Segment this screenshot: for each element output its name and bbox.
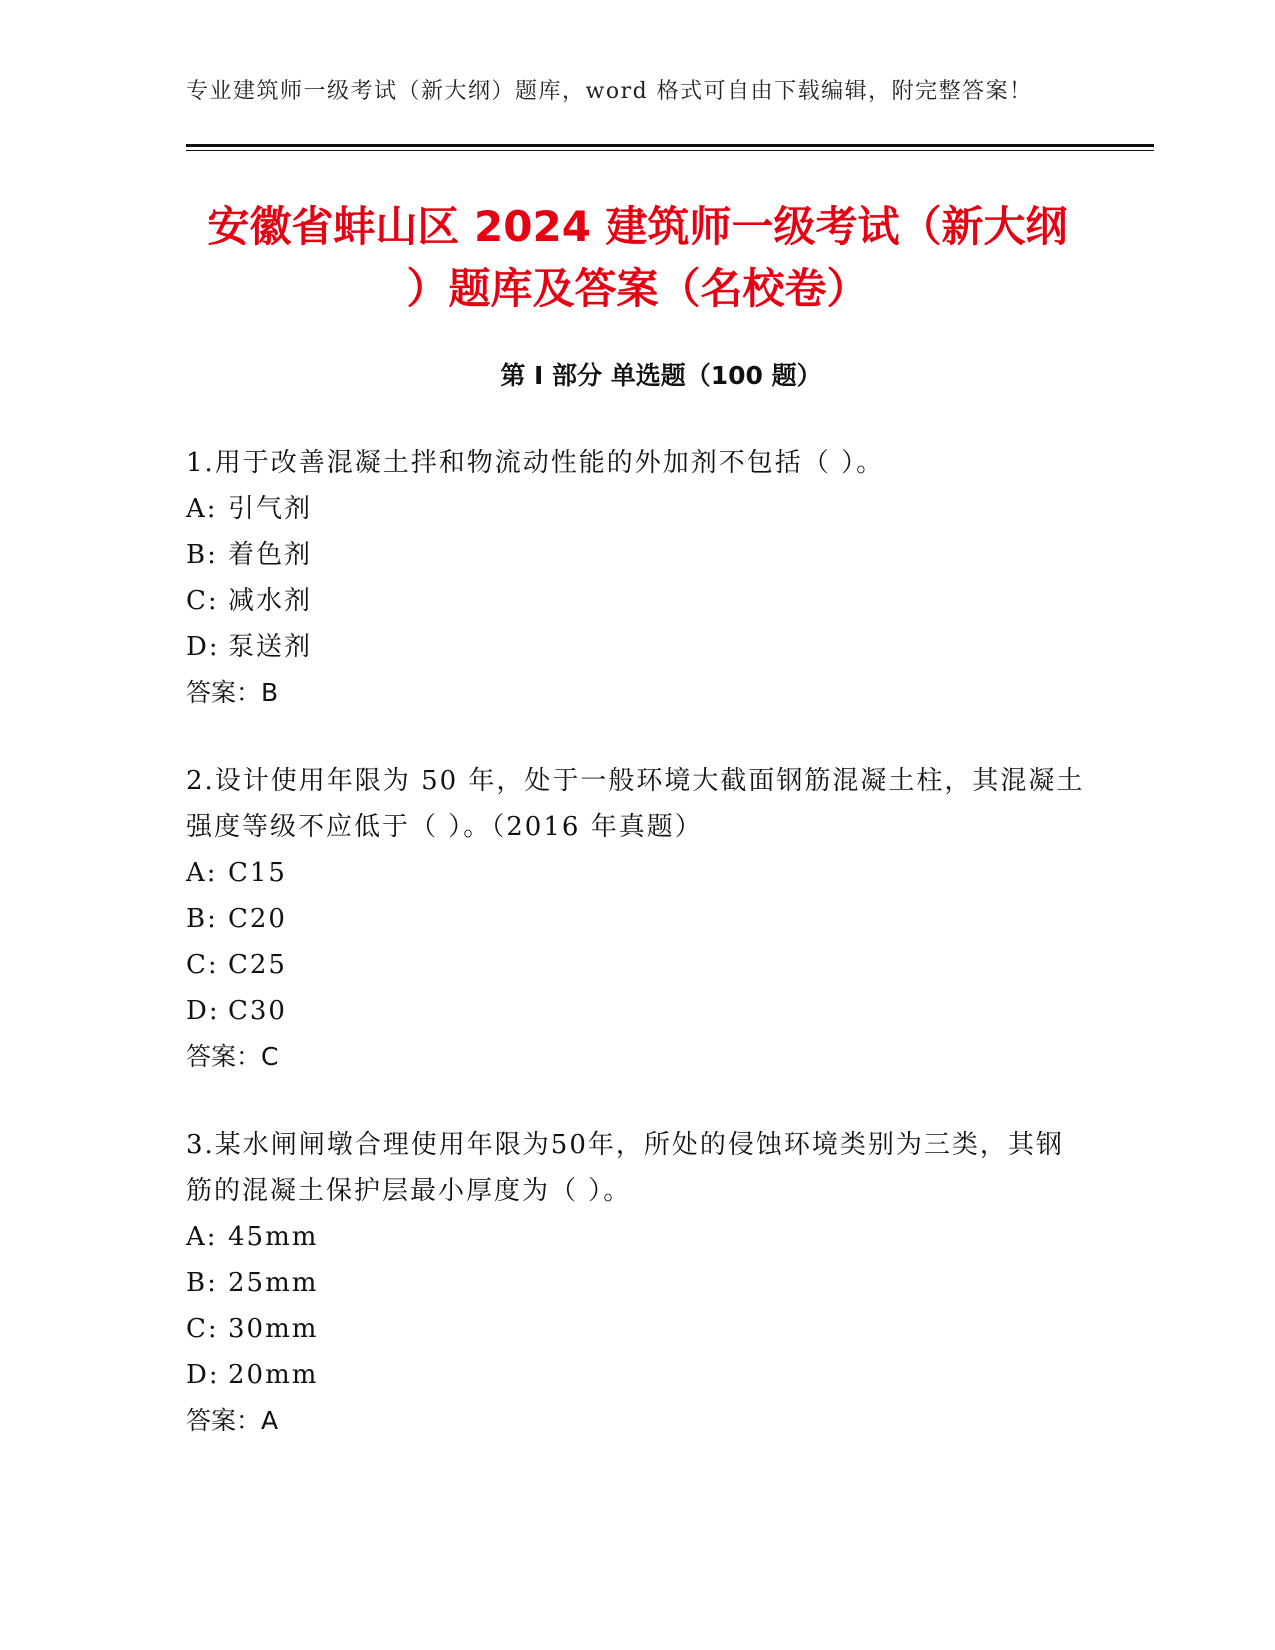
question-list — [186, 440, 1086, 1486]
option-c — [186, 578, 1086, 624]
option-a — [186, 850, 1086, 896]
question-stem: 1.用于改善混凝土拌和物流动性能的外加剂不包括（ ）。 — [186, 448, 885, 478]
answer: 答案：B — [186, 678, 279, 707]
question-1 — [186, 440, 1086, 716]
answer: 答案：C — [186, 1042, 279, 1071]
page-header: 专业建筑师一级考试（新大纲）题库，word 格式可自由下载编辑，附完整答案！ — [186, 79, 1033, 104]
option-text: 25mm — [228, 1268, 319, 1298]
option-text: C30 — [228, 996, 287, 1026]
question-stem: 3.某水闸闸墩合理使用年限为50年，所处的侵蚀环境类别为三类，其钢筋的混凝土保护层最小厚度为（ ）。 — [186, 1130, 1064, 1206]
question-3 — [186, 1122, 1086, 1444]
option-text: 着色剂 — [228, 540, 313, 570]
option-c — [186, 942, 1086, 988]
option-letter: D: — [186, 1360, 220, 1390]
option-text: 泵送剂 — [228, 632, 313, 662]
option-text: 减水剂 — [228, 586, 313, 616]
option-b — [186, 532, 1086, 578]
option-d — [186, 988, 1086, 1034]
option-b — [186, 896, 1086, 942]
option-letter: B: — [186, 540, 218, 570]
option-c — [186, 1306, 1086, 1352]
option-letter: A: — [186, 1222, 218, 1252]
question-2 — [186, 758, 1086, 1080]
option-text: C20 — [228, 904, 287, 934]
option-text: C15 — [228, 858, 287, 888]
option-letter: C: — [186, 1314, 219, 1344]
section-title: 第 I 部分 单选题（100 题） — [500, 361, 822, 390]
option-letter: B: — [186, 1268, 218, 1298]
option-letter: C: — [186, 586, 219, 616]
option-letter: D: — [186, 996, 220, 1026]
option-a — [186, 1214, 1086, 1260]
document-title — [160, 196, 1115, 320]
option-letter: A: — [186, 858, 218, 888]
option-d — [186, 1352, 1086, 1398]
option-letter: B: — [186, 904, 218, 934]
option-letter: C: — [186, 950, 219, 980]
document-title-line-2: ）题库及答案（名校卷） — [406, 264, 869, 313]
header-rule-thin — [186, 150, 1154, 151]
option-text: 30mm — [228, 1314, 319, 1344]
document-title-line-1: 安徽省蚌山区 2024 建筑师一级考试（新大纲 — [207, 202, 1068, 251]
question-stem: 2.设计使用年限为 50 年，处于一般环境大截面钢筋混凝土柱，其混凝土强度等级不应低于（ ）。（2016 年真题） — [186, 766, 1085, 842]
option-letter: D: — [186, 632, 220, 662]
option-text: C25 — [228, 950, 287, 980]
answer: 答案：A — [186, 1406, 279, 1435]
option-text: 45mm — [228, 1222, 319, 1252]
header-rule-thick — [186, 144, 1154, 147]
option-b — [186, 1260, 1086, 1306]
option-letter: A: — [186, 494, 218, 524]
option-text: 引气剂 — [228, 494, 313, 524]
option-d — [186, 624, 1086, 670]
option-a — [186, 486, 1086, 532]
option-text: 20mm — [228, 1360, 319, 1390]
